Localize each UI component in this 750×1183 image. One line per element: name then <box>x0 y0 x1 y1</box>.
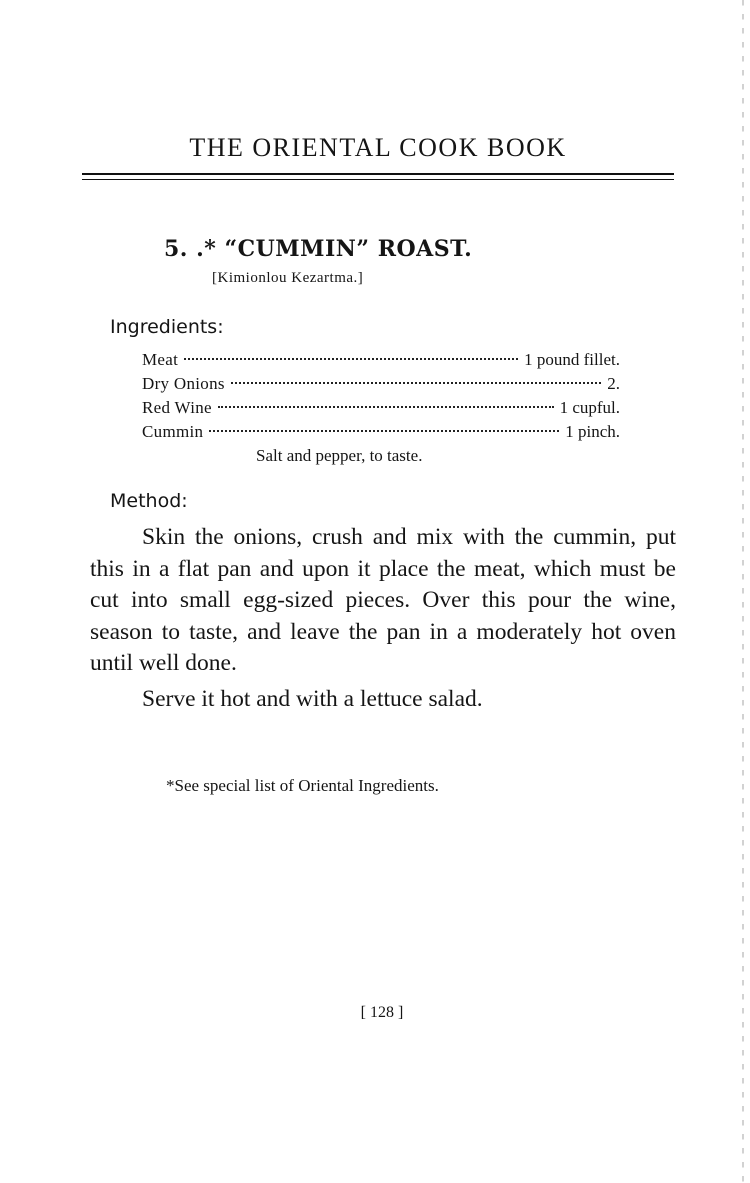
ingredient-name: Meat <box>142 350 179 369</box>
ingredient-name: Cummin <box>142 422 204 441</box>
dot-leader <box>218 406 554 408</box>
ingredient-row <box>142 372 620 396</box>
ingredient-name: Red Wine <box>142 398 212 417</box>
ingredients-heading: Ingredients: <box>110 316 224 338</box>
method-text <box>90 522 676 715</box>
ingredient-row <box>142 396 620 420</box>
method-paragraph: Serve it hot and with a lettuce salad. <box>142 685 483 712</box>
method-heading: Method: <box>110 490 188 512</box>
dot-leader <box>184 358 518 360</box>
header-rule-thick <box>82 173 674 175</box>
ingredient-row <box>142 420 620 444</box>
ingredient-row <box>142 348 620 372</box>
footnote: *See special list of Oriental Ingredients. <box>166 776 439 795</box>
running-head: THE ORIENTAL COOK BOOK <box>189 133 567 162</box>
ingredient-quantity: 2. <box>607 374 620 393</box>
ingredient-name: Dry Onions <box>142 374 225 393</box>
header-rule-thin <box>82 179 674 180</box>
ingredient-quantity: 1 pinch. <box>565 422 620 441</box>
ingredient-quantity: 1 cupful. <box>559 398 620 417</box>
ingredient-quantity: 1 pound fillet. <box>524 350 620 369</box>
seasoning-note: Salt and pepper, to taste. <box>256 446 423 465</box>
ingredient-list <box>142 348 620 444</box>
dot-leader <box>231 382 601 384</box>
recipe-subtitle: [Kimionlou Kezartma.] <box>212 270 364 286</box>
method-paragraph: Skin the onions, crush and mix with the cummin, put this in a flat pan and upon it place the meat, which must be cut into small egg-sized pieces. Over this pour the wine, season to taste, and leave the pan in a moderately hot oven until well done. <box>90 524 676 676</box>
dot-leader <box>209 430 559 432</box>
recipe-title: 5. .* “CUMMIN” ROAST. <box>164 236 473 262</box>
page-number: [ 128 ] <box>360 1004 404 1021</box>
